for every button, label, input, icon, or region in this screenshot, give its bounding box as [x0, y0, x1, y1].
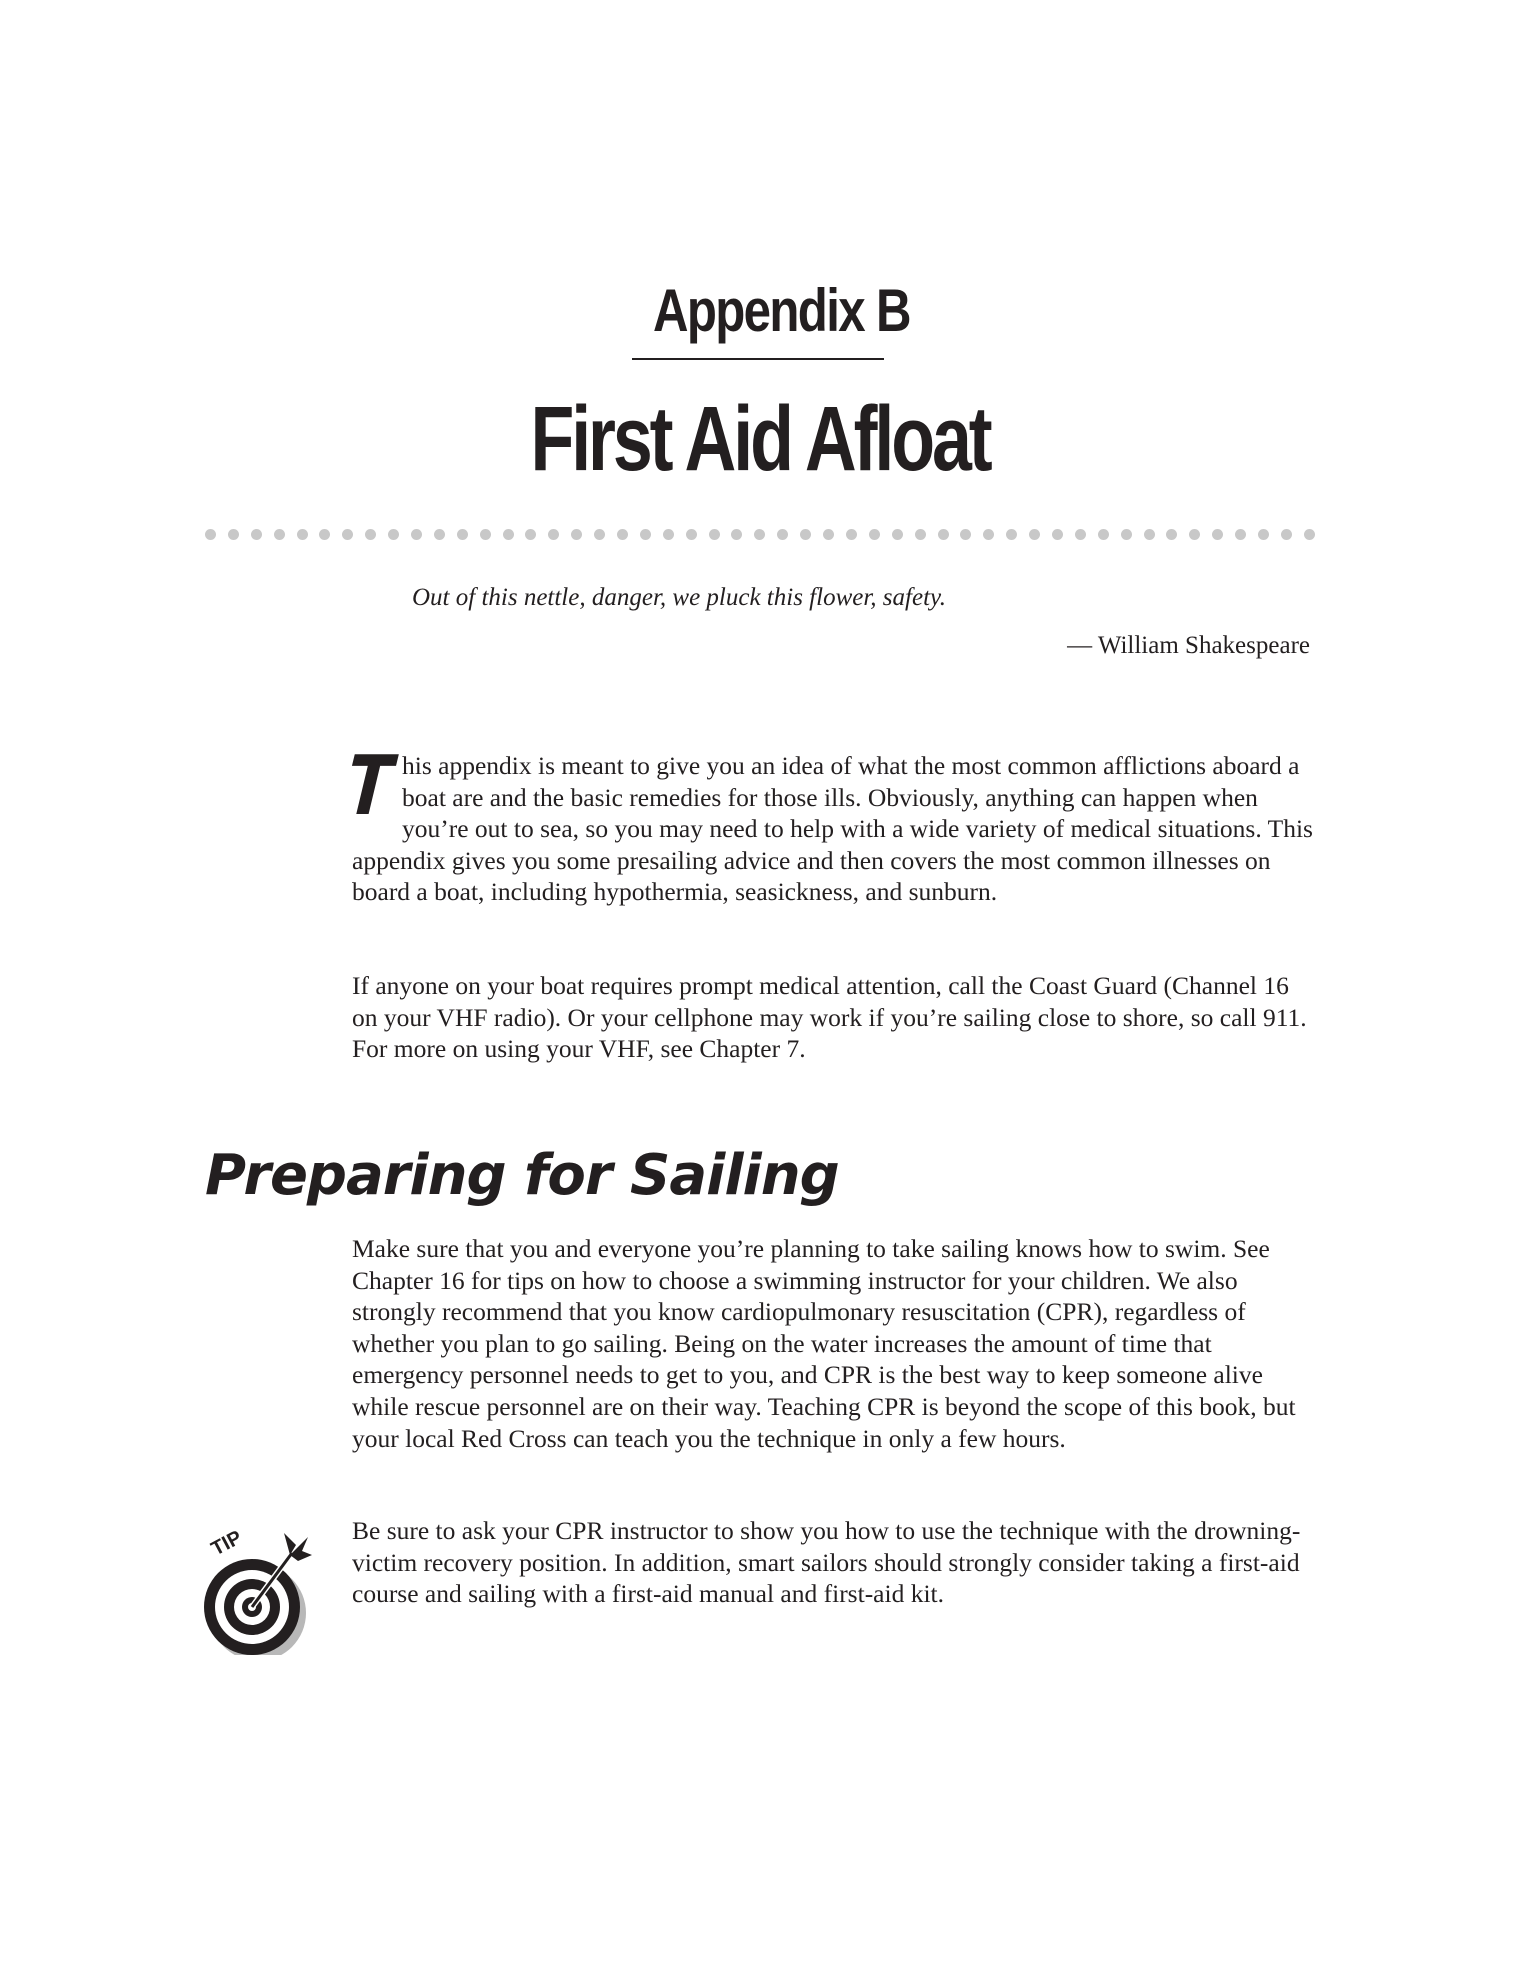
divider-dot — [983, 529, 994, 540]
divider-dot — [1189, 529, 1200, 540]
divider-dot — [869, 529, 880, 540]
divider-dot — [777, 529, 788, 540]
divider-dot — [1304, 529, 1315, 540]
divider-dot — [754, 529, 765, 540]
divider-dot — [228, 529, 239, 540]
appendix-label: Appendix B — [652, 277, 910, 344]
section-paragraph-1: Make sure that you and everyone you’re planning to take sailing knows how to swim. See Chapter 16 for tips on how to choose a swimming instructor for your children. We also strongly recommend that you know cardiopulmonary resuscitation (CPR), regardless of whether you plan to go sailing. Being on the water increases the amount of time that emergency personnel needs to get to you, and CPR is the best way to keep someone alive while rescue personnel are on their way. Teaching CPR is beyond the scope of this book, but your local Red Cross can teach you the technique in only a few hours. — [352, 1234, 1296, 1453]
divider-dot — [319, 529, 330, 540]
tip-label: TIP — [207, 1526, 246, 1561]
intro-paragraph-1-text: his appendix is meant to give you an idea of what the most common afflictions aboard a boat are and the basic remedies for those ills. Obviously, anything can happen when you’re out to sea, so you may need to help with a wide variety of medical situations. This appendix gives you some presailing advice and then covers the most common illnesses on board a boat, including hypothermia, seasickness, and sunburn. — [352, 751, 1313, 907]
divider-dot — [800, 529, 811, 540]
divider-dot — [1006, 529, 1017, 540]
divider-dot — [640, 529, 651, 540]
divider-dot — [823, 529, 834, 540]
divider-dot — [548, 529, 559, 540]
divider-dot — [205, 529, 216, 540]
divider-dot — [663, 529, 674, 540]
divider-dot — [411, 529, 422, 540]
section-heading: Preparing for Sailing — [205, 1143, 839, 1208]
divider-dot — [594, 529, 605, 540]
divider-dot — [1235, 529, 1246, 540]
divider-dot — [731, 529, 742, 540]
divider-dot — [846, 529, 857, 540]
chapter-title: First Aid Afloat — [530, 388, 990, 490]
divider-dot — [480, 529, 491, 540]
divider-dot — [1212, 529, 1223, 540]
divider-dot — [503, 529, 514, 540]
divider-dot — [617, 529, 628, 540]
divider-dot — [1029, 529, 1040, 540]
intro-paragraph-2: If anyone on your boat requires prompt medical attention, call the Coast Guard (Channel 16 on your VHF radio). Or your cellphone may work if you’re sailing close to shore, so call 911. For more on using your VHF, see Chapter 7. — [352, 971, 1307, 1064]
divider-dot — [1075, 529, 1086, 540]
divider-dot — [915, 529, 926, 540]
divider-dot — [892, 529, 903, 540]
dotted-divider — [205, 529, 1315, 541]
divider-dot — [1121, 529, 1132, 540]
intro-paragraph-1 — [343, 739, 1317, 908]
divider-dot — [434, 529, 445, 540]
divider-dot — [525, 529, 536, 540]
epigraph-quote: Out of this nettle, danger, we pluck this flower, safety. — [412, 584, 946, 611]
divider-dot — [1258, 529, 1269, 540]
divider-dot — [960, 529, 971, 540]
divider-dot — [365, 529, 376, 540]
divider-dot — [1098, 529, 1109, 540]
divider-dot — [457, 529, 468, 540]
tip-icon — [198, 1515, 318, 1655]
divider-dot — [388, 529, 399, 540]
epigraph-attribution: — William Shakespeare — [1067, 632, 1310, 659]
divider-dot — [297, 529, 308, 540]
divider-dot — [342, 529, 353, 540]
divider-dot — [1166, 529, 1177, 540]
tip-paragraph: Be sure to ask your CPR instructor to show you how to use the technique with the drowning-victim recovery position. In addition, smart sailors should strongly consider taking a first-aid course and sailing with a first-aid manual and first-aid kit. — [352, 1516, 1301, 1609]
divider-dot — [1281, 529, 1292, 540]
divider-dot — [251, 529, 262, 540]
divider-dot — [571, 529, 582, 540]
divider-dot — [709, 529, 720, 540]
drop-cap: T — [343, 739, 396, 834]
divider-dot — [274, 529, 285, 540]
divider-dot — [686, 529, 697, 540]
divider-dot — [938, 529, 949, 540]
divider-dot — [1144, 529, 1155, 540]
divider-dot — [1052, 529, 1063, 540]
appendix-rule — [632, 358, 884, 360]
